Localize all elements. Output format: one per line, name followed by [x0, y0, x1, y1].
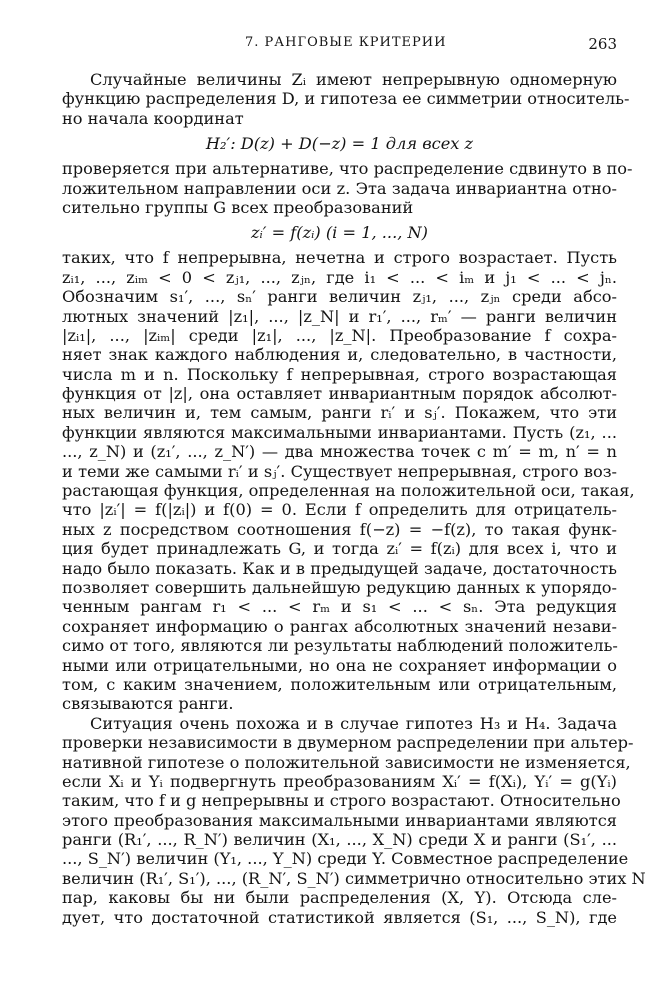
text-line: сохраняет информацию о рангах абсолютных значений незави-: [62, 616, 617, 636]
text-line: ложительном направлении оси z. Эта задача инвариантна отно-: [62, 178, 617, 198]
text-line: величин (R₁′, S₁′), ..., (R_N′, S_N′) симметрично относительно этих N: [62, 868, 646, 888]
transformation-formula: zᵢ′ = f(zᵢ) (i = 1, ..., N): [250, 223, 428, 243]
text-line: ция будет принадлежать G, и тогда zᵢ′ = f(zᵢ) для всех i, что и: [62, 539, 617, 559]
text-line: функция от |z|, она оставляет инвариантным порядок абсолют-: [62, 384, 617, 404]
text-line: ных величин и, тем самым, ранги rᵢ′ и sⱼ′. Покажем, что эти: [62, 403, 617, 423]
text-line: ченным рангам r₁ < ... < rₘ и s₁ < ... < sₙ. Эта редукция: [62, 597, 617, 617]
body-text: [62, 70, 646, 927]
text-line: том, с каким значением, положительным или отрицательным,: [62, 674, 617, 694]
text-line: числа m и n. Поскольку f непрерывная, строго возрастающая: [62, 364, 617, 384]
page-number: 263: [588, 35, 617, 53]
text-line: дует, что достаточной статистикой является (S₁, ..., S_N), где: [62, 907, 617, 927]
text-line: функции являются максимальными инвариантами. Пусть (z₁, ...: [62, 422, 617, 442]
running-header: [62, 35, 617, 57]
text-line: zᵢ₁, ..., zᵢₘ < 0 < zⱼ₁, ..., zⱼₙ, где i₁ < ... < iₘ и j₁ < ... < jₙ.: [62, 267, 617, 287]
text-line: надо было показать. Как и в предыдущей задаче, достаточность: [62, 558, 617, 578]
text-line: нативной гипотезе о положительной зависимости не изменяется,: [62, 752, 631, 772]
text-line: таким, что f и g непрерывны и строго возрастают. Относительно: [62, 791, 621, 811]
text-line: ными или отрицательными, но она не сохраняет информации о: [62, 655, 617, 675]
text-line: растающая функция, определенная на положительной оси, такая,: [62, 481, 635, 501]
text-line: этого преобразования максимальными инвариантами являются: [62, 810, 617, 830]
text-line: проверки независимости в двумерном распределении при альтер-: [62, 733, 634, 753]
text-line: ных z посредством соотношения f(−z) = −f(z), то такая функ-: [62, 519, 617, 539]
text-line: ранги (R₁′, ..., R_N′) величин (X₁, ..., X_N) среди X и ранги (S₁′, ...: [62, 830, 617, 850]
text-line: таких, что f непрерывна, нечетна и строго возрастает. Пусть: [62, 248, 617, 268]
text-line: функцию распределения D, и гипотеза ее симметрии относитель-: [62, 89, 630, 109]
text-line: если Xᵢ и Yᵢ подвергнуть преобразованиям Xᵢ′ = f(Xᵢ), Yᵢ′ = g(Yᵢ): [62, 771, 617, 791]
text-line: связываются ранги.: [62, 694, 234, 714]
text-line: ..., S_N′) величин (Y₁, ..., Y_N) среди Y. Совместное распределение: [62, 849, 629, 869]
text-line: симо от того, являются ли результаты наблюдений положитель-: [62, 636, 618, 656]
text-line: Случайные величины Zᵢ имеют непрерывную одномерную: [90, 70, 617, 89]
hypothesis-formula: H₂′: D(z) + D(−z) = 1 для всех z: [205, 134, 474, 154]
text-line: что |zᵢ′| = f(|zᵢ|) и f(0) = 0. Если f определить для отрицатель-: [62, 500, 617, 520]
text-line: проверяется при альтернативе, что распределение сдвинуто в по-: [62, 159, 633, 179]
text-line: ..., z_N) и (z₁′, ..., z_N′) — два множества точек с m′ = m, n′ = n: [62, 442, 617, 462]
text-line: пар, каковы бы ни были распределения (X, Y). Отсюда сле-: [62, 888, 617, 908]
text-line: сительно группы G всех преобразований: [62, 197, 414, 217]
text-line: |zᵢ₁|, ..., |zᵢₘ| среди |z₁|, ..., |z_N|. Преобразование f сохра-: [62, 325, 617, 345]
text-line: Ситуация очень похожа и в случае гипотез H₃ и H₄. Задача: [90, 713, 617, 733]
text-line: няет знак каждого наблюдения и, следовательно, в частности,: [62, 345, 617, 365]
text-line: лютных значений |z₁|, ..., |z_N| и r₁′, ..., rₘ′ — ранги величин: [62, 306, 617, 326]
running-title: 7. РАНГОВЫЕ КРИТЕРИИ: [245, 35, 447, 50]
text-line: Обозначим s₁′, ..., sₙ′ ранги величин zⱼ₁, ..., zⱼₙ среди абсо-: [62, 287, 617, 307]
text-line: позволяет совершить дальнейшую редукцию данных к упорядо-: [62, 577, 617, 597]
text-line: и теми же самыми rᵢ′ и sⱼ′. Существует непрерывная, строго воз-: [62, 461, 617, 481]
text-line: но начала координат: [62, 108, 244, 128]
